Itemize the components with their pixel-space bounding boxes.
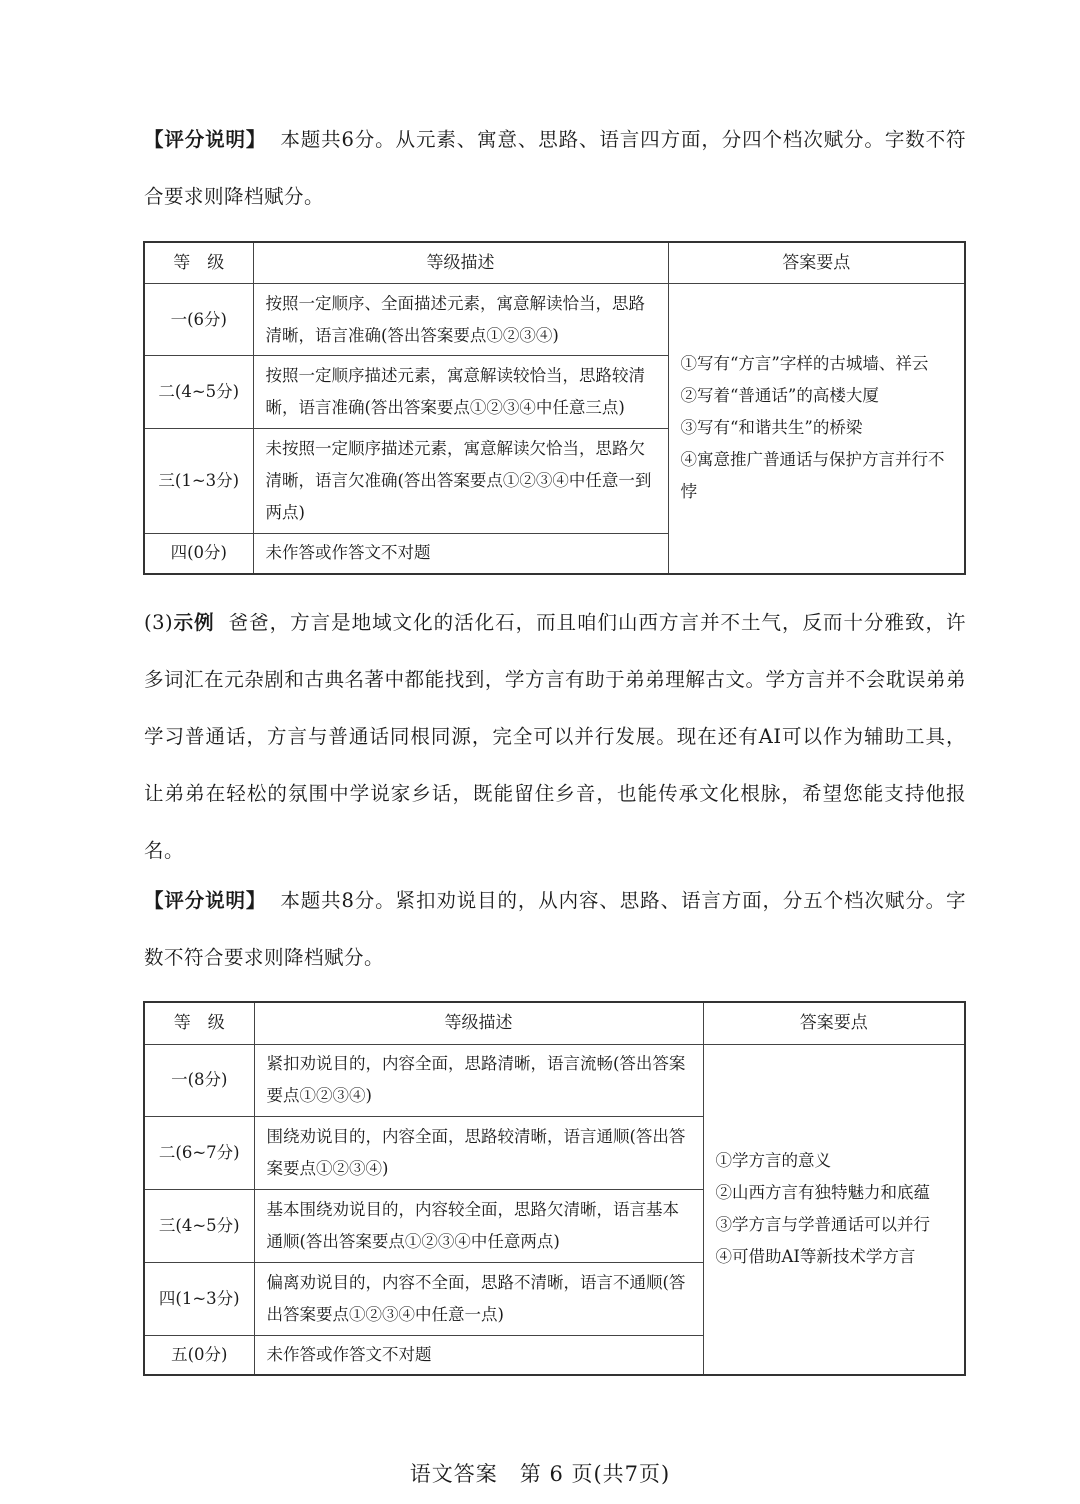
header-description: 等级描述 xyxy=(253,242,668,284)
table-row xyxy=(144,284,965,356)
sample-label: 示例 xyxy=(173,611,215,634)
key-point: ③学方言与学普通话可以并行 xyxy=(715,1215,930,1235)
description-cell: 未按照一定顺序描述元素，寓意解读欠恰当，思路欠清晰，语言欠准确(答出答案要点①②③④中任意一到两点) xyxy=(253,429,668,534)
key-point: ④寓意推广普通话与保护方言并行不悖 xyxy=(680,450,945,502)
level-cell: 四(0分) xyxy=(144,534,253,574)
level-cell: 三(1~3分) xyxy=(144,429,253,534)
description-cell: 按照一定顺序、全面描述元素，寓意解读恰当，思路清晰，语言准确(答出答案要点①②③④) xyxy=(253,284,668,356)
level-cell: 一(6分) xyxy=(144,284,253,356)
grading-table-2 xyxy=(143,1001,966,1376)
key-points-cell xyxy=(703,1044,965,1375)
key-point: ②山西方言有独特魅力和底蕴 xyxy=(715,1183,930,1203)
header-level: 等 级 xyxy=(144,242,253,284)
key-point: ④可借助AI等新技术学方言 xyxy=(715,1247,916,1267)
scoring-note-text: 本题共6分。从元素、寓意、思路、语言四方面，分四个档次赋分。字数不符合要求则降档赋分。 xyxy=(144,128,966,208)
scoring-note-1 xyxy=(144,111,966,225)
key-point: ②写着“普通话”的高楼大厦 xyxy=(680,386,879,406)
table-row xyxy=(144,1044,965,1116)
level-cell: 五(0分) xyxy=(144,1335,254,1375)
scoring-note-2 xyxy=(144,872,966,986)
level-cell: 三(4~5分) xyxy=(144,1189,254,1262)
header-description: 等级描述 xyxy=(254,1002,703,1044)
header-level: 等 级 xyxy=(144,1002,254,1044)
level-cell: 四(1~3分) xyxy=(144,1262,254,1335)
description-cell: 按照一定顺序描述元素，寓意解读较恰当，思路较清晰，语言准确(答出答案要点①②③④中任意三点) xyxy=(253,356,668,429)
header-key-points: 答案要点 xyxy=(703,1002,965,1044)
key-point: ①写有“方言”字样的古城墙、祥云 xyxy=(680,354,929,374)
grading-table-1 xyxy=(143,241,966,575)
description-cell: 偏离劝说目的，内容不全面，思路不清晰，语言不通顺(答出答案要点①②③④中任意一点) xyxy=(254,1262,703,1335)
description-cell: 围绕劝说目的，内容全面，思路较清晰，语言通顺(答出答案要点①②③④) xyxy=(254,1116,703,1189)
level-cell: 二(6~7分) xyxy=(144,1116,254,1189)
scoring-note-text: 本题共8分。紧扣劝说目的，从内容、思路、语言方面，分五个档次赋分。字数不符合要求则降档赋分。 xyxy=(144,889,966,969)
key-points-cell xyxy=(668,284,965,574)
description-cell: 未作答或作答文不对题 xyxy=(253,534,668,574)
description-cell: 未作答或作答文不对题 xyxy=(254,1335,703,1375)
level-cell: 二(4~5分) xyxy=(144,356,253,429)
sample-text: 爸爸，方言是地域文化的活化石，而且咱们山西方言并不土气，反而十分雅致，许多词汇在元杂剧和古典名著中都能找到，学方言有助于弟弟理解古文。学方言并不会耽误弟弟学习普通话，方言与普通话同根同源，完全可以并行发展。现在还有AI可以作为辅助工具，让弟弟在轻松的氛围中学说家乡话，既能留住乡音，也能传承文化根脉，希望您能支持他报名。 xyxy=(144,611,966,862)
key-point: ③写有“和谐共生”的桥梁 xyxy=(680,418,863,438)
level-cell: 一(8分) xyxy=(144,1044,254,1116)
scoring-note-label: 【评分说明】 xyxy=(144,128,267,151)
header-key-points: 答案要点 xyxy=(668,242,965,284)
description-cell: 基本围绕劝说目的，内容较全面，思路欠清晰，语言基本通顺(答出答案要点①②③④中任意两点) xyxy=(254,1189,703,1262)
page-footer: 语文答案 第 6 页(共7页) xyxy=(409,1462,671,1486)
description-cell: 紧扣劝说目的，内容全面，思路清晰，语言流畅(答出答案要点①②③④) xyxy=(254,1044,703,1116)
scoring-note-label: 【评分说明】 xyxy=(144,889,267,912)
key-point: ①学方言的意义 xyxy=(715,1151,831,1171)
sample-answer xyxy=(144,594,966,879)
question-number: (3) xyxy=(144,611,174,634)
